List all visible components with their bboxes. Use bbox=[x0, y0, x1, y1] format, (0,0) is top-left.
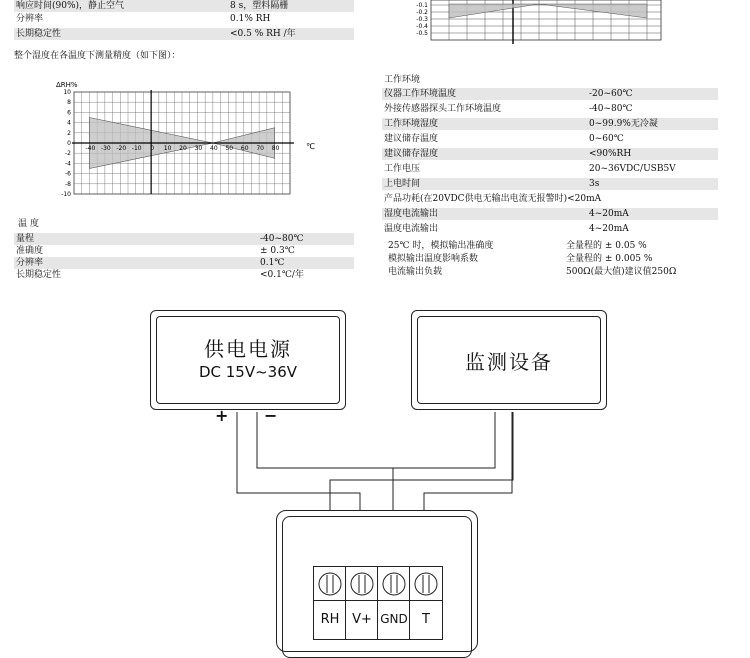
chart-y-tick-label: -8 bbox=[65, 180, 71, 188]
chart-x-axis-unit: ℃ bbox=[306, 142, 315, 151]
spec-value: <90%RH bbox=[589, 149, 632, 159]
spec-value: <0.5 % RH /年 bbox=[230, 29, 296, 39]
spec-value: 4~20mA bbox=[589, 209, 629, 219]
spec-value: <0.1℃/年 bbox=[260, 270, 304, 280]
spec-label: 建议储存湿度 bbox=[384, 149, 439, 159]
chart-y-tick-label: 0 bbox=[67, 140, 71, 147]
chart-y-tick-label: -2 bbox=[65, 150, 71, 158]
terminal-screw-cell bbox=[313, 566, 347, 602]
terminal-label-cell bbox=[377, 600, 411, 640]
screw-icon bbox=[346, 567, 378, 601]
note-value: 500Ω(最大值)建议值250Ω bbox=[566, 267, 677, 277]
negative-terminal-sign: − bbox=[264, 406, 278, 425]
spec-label: 工作环境湿度 bbox=[384, 119, 439, 129]
spec-value: -40~80℃ bbox=[589, 104, 633, 114]
chart-y-tick-label: 4 bbox=[67, 119, 71, 127]
small-y-tick: -0.5 bbox=[416, 30, 428, 37]
small-y-tick: -0.2 bbox=[416, 9, 428, 16]
spec-value: -20~60℃ bbox=[589, 89, 633, 99]
screw-icon bbox=[314, 567, 346, 601]
chart-y-tick-label: -4 bbox=[65, 160, 71, 168]
spec-value: 0.1% RH bbox=[230, 14, 271, 24]
terminal-label-t: T bbox=[422, 612, 430, 627]
spec-value: 3s bbox=[589, 179, 600, 189]
spec-value: ± 0.3℃ bbox=[260, 246, 295, 256]
terminal-screw-cell bbox=[345, 566, 379, 602]
spec-label: 准确度 bbox=[16, 246, 44, 256]
chart-x-tick-label: 20 bbox=[179, 145, 187, 152]
terminal-label-cell bbox=[313, 600, 347, 640]
power-supply-title: 供电电源 bbox=[204, 337, 292, 361]
chart-x-tick-label: 80 bbox=[271, 145, 280, 152]
chart-y-tick-label: 6 bbox=[67, 109, 71, 117]
spec-value: 0~60℃ bbox=[589, 134, 624, 144]
screw-icon bbox=[378, 567, 410, 601]
chart-y-tick-label: 10 bbox=[63, 89, 71, 96]
note-label: 模拟输出温度影响系数 bbox=[388, 254, 479, 264]
chart-x-tick-label: 0 bbox=[150, 145, 155, 152]
terminal-screw-cell bbox=[409, 566, 443, 602]
chart-x-tick-label: 40 bbox=[210, 145, 218, 152]
spec-value: 20~36VDC/USB5V bbox=[589, 164, 676, 174]
spec-value: 0~99.9%无冷凝 bbox=[589, 119, 658, 129]
chart-y-tick-label: -10 bbox=[61, 191, 71, 198]
terminal-label-cell bbox=[409, 600, 443, 640]
positive-terminal-sign: + bbox=[215, 406, 229, 425]
monitoring-device-box bbox=[411, 310, 607, 410]
chart-y-tick-label: 2 bbox=[67, 129, 71, 137]
spec-label: 湿度电流输出 bbox=[384, 209, 439, 219]
spec-label: 长期稳定性 bbox=[16, 29, 62, 39]
chart-x-tick-label: 60 bbox=[240, 145, 249, 152]
chart-x-tick-label: -10 bbox=[131, 145, 142, 152]
spec-label: 量程 bbox=[16, 234, 35, 244]
power-supply-voltage: DC 15V~36V bbox=[198, 363, 298, 381]
terminal-label-cell bbox=[345, 600, 379, 640]
spec-value: -40~80℃ bbox=[260, 234, 304, 244]
small-y-tick: -0.1 bbox=[416, 2, 428, 9]
chart-x-tick-label: 70 bbox=[256, 145, 264, 152]
spec-label: 长期稳定性 bbox=[16, 270, 62, 280]
spec-label: 外接传感器探头工作环境温度 bbox=[384, 104, 502, 114]
note-label: 电流输出负载 bbox=[388, 267, 443, 277]
terminal-label-vplus: V+ bbox=[352, 612, 372, 627]
chart-x-tick-label: 50 bbox=[225, 145, 234, 152]
note-label: 25℃ 时，模拟输出准确度 bbox=[388, 241, 494, 251]
power-supply-box bbox=[150, 310, 346, 410]
spec-value: 0.1℃ bbox=[260, 258, 285, 268]
spec-value: 8 s，塑料隔栅 bbox=[230, 1, 289, 11]
monitoring-device-title: 监测设备 bbox=[465, 350, 553, 374]
terminal-label-gnd: GND bbox=[380, 612, 408, 626]
humidity-accuracy-caption: 整个湿度在各温度下测量精度（如下图）： bbox=[14, 51, 181, 61]
terminal-screw-cell bbox=[377, 566, 411, 602]
chart-x-tick-label: -40 bbox=[85, 145, 96, 152]
note-value: 全量程的 ± 0.005 % bbox=[566, 254, 653, 264]
note-value: 全量程的 ± 0.05 % bbox=[566, 241, 647, 251]
spec-value: 4~20mA bbox=[589, 224, 629, 234]
spec-label: 建议储存温度 bbox=[384, 134, 439, 144]
spec-label: 工作电压 bbox=[384, 164, 421, 174]
spec-label: 分辨率 bbox=[16, 14, 44, 24]
spec-label: 响应时间(90%)，静止空气 bbox=[16, 1, 125, 11]
chart-y-tick-label: 8 bbox=[67, 99, 71, 107]
chart-x-tick-label: 30 bbox=[194, 145, 203, 152]
environment-heading: 工作环境 bbox=[384, 75, 421, 85]
chart-x-tick-label: 10 bbox=[163, 145, 172, 152]
spec-label: 仪器工作环境温度 bbox=[384, 89, 457, 99]
spec-label: 温度电流输出 bbox=[384, 224, 439, 234]
spec-label: 产品功耗(在20VDC供电无输出电流无报警时)<20mA bbox=[384, 194, 602, 204]
chart-y-tick-label: -6 bbox=[65, 170, 71, 178]
chart-x-tick-label: -20 bbox=[116, 145, 127, 152]
spec-label: 分辨率 bbox=[16, 258, 44, 268]
temperature-heading: 温 度 bbox=[18, 219, 39, 229]
terminal-label-rh: RH bbox=[320, 612, 340, 627]
screw-icon bbox=[410, 567, 442, 601]
spec-label: 上电时间 bbox=[384, 179, 421, 189]
small-y-tick: -0.4 bbox=[416, 23, 428, 30]
chart-x-tick-label: -30 bbox=[100, 145, 111, 152]
chart-y-axis-label: ΔRH% bbox=[56, 81, 78, 89]
small-y-tick: -0.3 bbox=[416, 16, 428, 23]
